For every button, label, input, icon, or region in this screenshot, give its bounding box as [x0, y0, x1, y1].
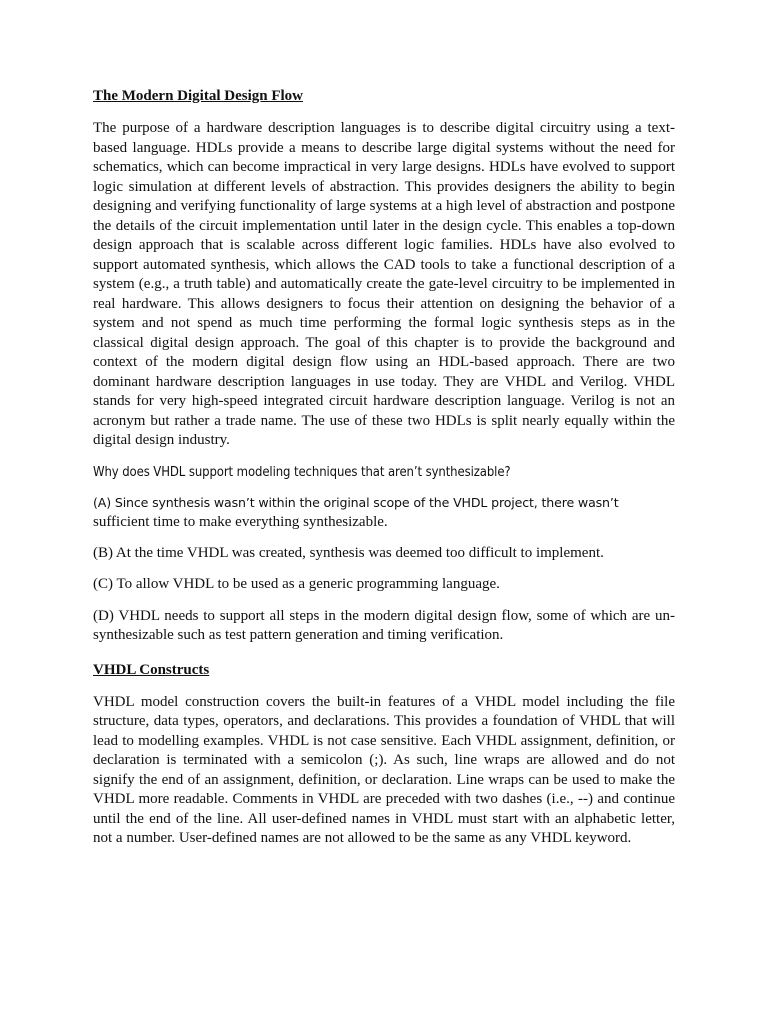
paragraph-vhdl-constructs: VHDL model construction covers the built-in features of a VHDL model including the file structure, data types, operators, and declarations. This provides a foundation of VHDL that will lead to modelling examples. VHDL is not case sensitive. Each VHDL assignment, definition, or declaration is terminated with a semicolon (;). As such, line wraps are allowed and do not signify the end of an assignment, definition, or declaration. Line wraps can be used to make the VHDL more readable. Comments in VHDL are preceded with two dashes (i.e., --) and continue until the end of the line. All user-defined names in VHDL must start with an alphabetic letter, not a number. User-defined names are not allowed to be the same as any VHDL keyword.: [93, 693, 675, 846]
option-a: [93, 493, 675, 533]
paragraph-design-flow: The purpose of a hardware description languages is to describe digital circuitry using a text-based language. HDLs provide a means to describe large digital systems without the need for schematics, which can become impractical in very large designs. HDLs have evolved to support logic simulation at different levels of abstraction. This provides designers the ability to begin designing and verifying functionality of large systems at a high level of abstraction and postpone the details of the circuit implementation until later in the design cycle. This enables a top-down design approach that is scalable across different logic families. HDLs have also evolved to support automated synthesis, which allows the CAD tools to take a functional description of a system (e.g., a truth table) and automatically create the gate-level circuitry to be implemented in real hardware. This allows designers to focus their attention on designing the behavior of a system and not spend as much time performing the formal logic synthesis steps as in the classical digital design approach. The goal of this chapter is to provide the background and context of the modern digital design flow using an HDL-based approach. There are two dominant hardware description languages in use today. They are VHDL and Verilog. VHDL stands for very high-speed integrated circuit hardware description language. Verilog is not an acronym but rather a trade name. The use of these two HDLs is split nearly equally within the digital design industry.: [93, 120, 675, 448]
section-heading-design-flow: The Modern Digital Design Flow: [93, 88, 303, 104]
option-c: (C) To allow VHDL to be used as a generic programming language.: [93, 576, 500, 592]
option-b: (B) At the time VHDL was created, synthesis was deemed too difficult to implement.: [93, 544, 604, 561]
section-heading-vhdl-constructs: VHDL Constructs: [93, 661, 210, 678]
option-a-line1: (A) Since synthesis wasn’t within the original scope of the VHDL project, there wasn’t: [93, 494, 619, 510]
option-a-line2: sufficient time to make everything synthesizable.: [93, 514, 388, 530]
option-d: (D) VHDL needs to support all steps in the modern digital design flow, some of which are un-synthesizable such as test pattern generation and timing verification.: [93, 607, 675, 643]
document-page: [93, 86, 675, 849]
question-text: Why does VHDL support modeling techniques that aren’t synthesizable?: [93, 464, 511, 480]
